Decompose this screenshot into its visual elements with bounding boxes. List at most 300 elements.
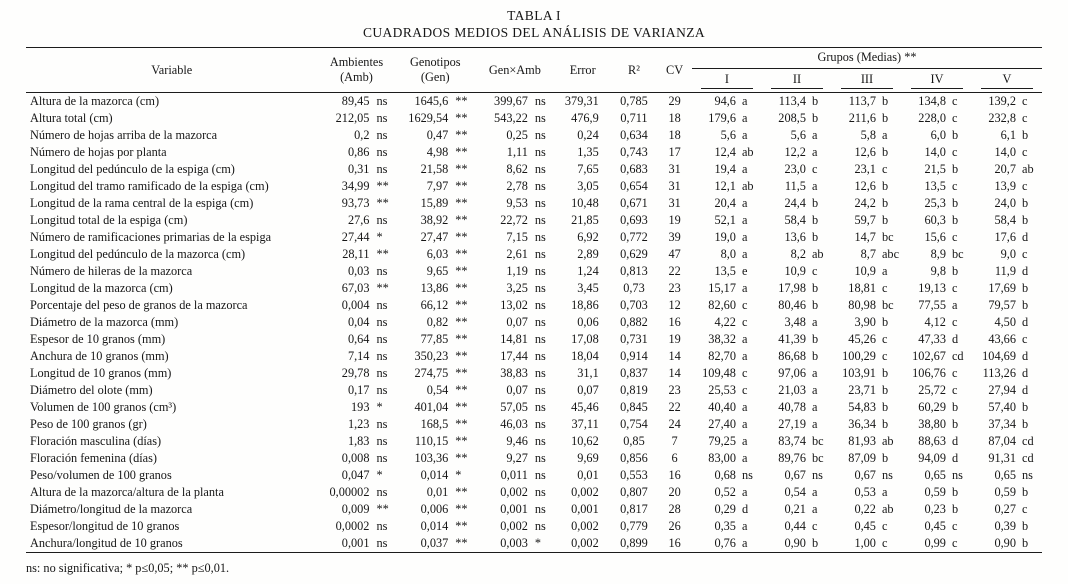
group-cell-ii xyxy=(762,297,832,314)
group-cell-v xyxy=(972,246,1042,263)
col-header-r2: R² xyxy=(628,62,640,77)
cv-cell: 20 xyxy=(668,485,681,499)
group-mean-value: 8,0 xyxy=(720,247,736,261)
group-letter: c xyxy=(741,383,748,397)
group-cell-ii xyxy=(762,314,832,331)
group-mean-value: 0,52 xyxy=(714,485,736,499)
group-cell-v xyxy=(972,144,1042,161)
group-cell-ii xyxy=(762,518,832,535)
group-letter: c xyxy=(951,179,958,193)
group-letter: b xyxy=(951,417,959,431)
variable-cell: Porcentaje del peso de granos de la mazorca xyxy=(30,298,248,312)
group-letter: a xyxy=(741,434,748,448)
mean-square-value: 17,44 xyxy=(500,349,528,363)
table-row xyxy=(26,450,1042,467)
group-cell-v xyxy=(972,161,1042,178)
group-letter: a xyxy=(741,400,748,414)
table-row xyxy=(26,297,1042,314)
mean-square-value: 27,47 xyxy=(420,230,449,244)
group-letter: d xyxy=(1021,383,1029,397)
significance-marker: * xyxy=(534,536,542,550)
group-letter: b xyxy=(1021,519,1029,533)
mean-square-value: 0,2 xyxy=(354,128,370,142)
mean-square-value: 2,61 xyxy=(506,247,528,261)
group-cell-iv xyxy=(902,484,972,501)
significance-marker: ns xyxy=(534,366,546,380)
group-cell-iii xyxy=(832,450,902,467)
group-cell-iii xyxy=(832,246,902,263)
group-letter: c xyxy=(881,332,888,346)
group-mean-value: 41,39 xyxy=(778,332,806,346)
group-mean-value: 3,90 xyxy=(854,315,876,329)
group-cell-v xyxy=(972,331,1042,348)
group-mean-value: 81,93 xyxy=(848,434,876,448)
r2-cell: 0,629 xyxy=(620,247,648,261)
group-cell-iv xyxy=(902,501,972,518)
group-letter: a xyxy=(741,196,748,210)
significance-marker: ns xyxy=(376,434,388,448)
group-mean-value: 27,19 xyxy=(778,417,806,431)
group-cell-v xyxy=(972,365,1042,382)
mean-square-value: 168,5 xyxy=(420,417,449,431)
group-letter: ab xyxy=(741,179,754,193)
mean-square-value: 0,003 xyxy=(500,536,528,550)
group-mean-value: 113,26 xyxy=(982,366,1016,380)
group-cell-iv xyxy=(902,263,972,280)
group-mean-value: 0,45 xyxy=(924,519,946,533)
group-letter: c xyxy=(741,315,748,329)
group-letter: a xyxy=(741,417,748,431)
ambientes-cell xyxy=(317,484,395,501)
group-mean-value: 36,34 xyxy=(848,417,876,431)
table-row xyxy=(26,229,1042,246)
group-mean-value: 15,17 xyxy=(708,281,736,295)
table-row xyxy=(26,501,1042,518)
group-mean-value: 13,5 xyxy=(714,264,736,278)
group-mean-value: 17,98 xyxy=(778,281,806,295)
col-header-cv: CV xyxy=(666,62,684,77)
mean-square-value: 29,78 xyxy=(341,366,370,380)
group-mean-value: 19,4 xyxy=(714,162,736,176)
ambientes-cell xyxy=(317,314,395,331)
group-letter: a xyxy=(811,145,818,159)
group-letter: c xyxy=(881,349,888,363)
group-letter: a xyxy=(881,485,888,499)
group-mean-value: 58,4 xyxy=(994,213,1016,227)
variable-cell: Floración femenina (días) xyxy=(30,451,158,465)
group-letter: a xyxy=(951,298,958,312)
group-letter: b xyxy=(881,111,889,125)
group-mean-value: 23,0 xyxy=(784,162,806,176)
group-mean-value: 11,5 xyxy=(784,179,806,193)
genxamb-cell xyxy=(475,365,555,382)
significance-marker: ns xyxy=(534,128,546,142)
error-cell: 10,48 xyxy=(571,196,599,210)
group-mean-value: 208,5 xyxy=(778,111,806,125)
group-cell-ii xyxy=(762,229,832,246)
group-cell-v xyxy=(972,535,1042,553)
significance-marker: * xyxy=(376,400,383,414)
mean-square-value: 9,53 xyxy=(506,196,528,210)
group-iii-label: III xyxy=(841,72,893,89)
r2-cell: 0,743 xyxy=(620,145,648,159)
mean-square-value: 22,72 xyxy=(500,213,528,227)
group-cell-iv xyxy=(902,314,972,331)
r2-cell: 0,772 xyxy=(620,230,648,244)
genotipos-cell xyxy=(395,297,475,314)
header-genotipos-line1: Genotipos xyxy=(409,55,461,69)
cv-cell: 17 xyxy=(668,145,681,159)
genotipos-cell xyxy=(395,535,475,553)
group-mean-value: 77,55 xyxy=(918,298,946,312)
genxamb-cell xyxy=(475,433,555,450)
group-letter: a xyxy=(741,536,748,550)
table-row xyxy=(26,382,1042,399)
group-letter: b xyxy=(951,128,959,142)
mean-square-value: 38,83 xyxy=(500,366,528,380)
col-header-group-iii xyxy=(832,69,902,93)
mean-square-value: 543,22 xyxy=(494,111,528,125)
group-mean-value: 20,4 xyxy=(714,196,736,210)
mean-square-value: 66,12 xyxy=(420,298,449,312)
group-cell-ii xyxy=(762,212,832,229)
genxamb-cell xyxy=(475,314,555,331)
group-mean-value: 27,94 xyxy=(988,383,1016,397)
group-cell-iv xyxy=(902,93,972,111)
error-cell: 6,92 xyxy=(577,230,599,244)
group-mean-value: 45,26 xyxy=(848,332,876,346)
group-letter: a xyxy=(811,502,818,516)
group-letter: a xyxy=(811,383,818,397)
group-cell-iii xyxy=(832,467,902,484)
group-mean-value: 25,3 xyxy=(924,196,946,210)
group-letter: b xyxy=(881,213,889,227)
group-mean-value: 0,65 xyxy=(994,468,1016,482)
group-cell-iv xyxy=(902,246,972,263)
variable-cell: Anchura de 10 granos (mm) xyxy=(30,349,169,363)
significance-marker: ns xyxy=(534,434,546,448)
error-cell: 7,65 xyxy=(577,162,599,176)
r2-cell: 0,779 xyxy=(620,519,648,533)
cv-cell: 7 xyxy=(671,434,678,448)
mean-square-value: 34,99 xyxy=(341,179,370,193)
mean-square-value: 15,89 xyxy=(420,196,449,210)
group-letter: bc xyxy=(951,247,964,261)
group-letter: a xyxy=(741,332,748,346)
mean-square-value: 0,0002 xyxy=(335,519,370,533)
significance-marker: ns xyxy=(534,162,546,176)
mean-square-value: 0,03 xyxy=(347,264,370,278)
group-mean-value: 179,6 xyxy=(708,111,736,125)
group-letter: b xyxy=(881,451,889,465)
group-cell-iv xyxy=(902,433,972,450)
group-mean-value: 113,4 xyxy=(778,94,806,108)
significance-marker: ** xyxy=(455,366,468,380)
r2-cell: 0,73 xyxy=(623,281,645,295)
variable-cell: Diámetro/longitud de la mazorca xyxy=(30,502,193,516)
genxamb-cell xyxy=(475,501,555,518)
group-cell-v xyxy=(972,467,1042,484)
group-cell-v xyxy=(972,127,1042,144)
significance-marker: * xyxy=(376,468,383,482)
group-letter: b xyxy=(1021,128,1029,142)
table-caption: CUADRADOS MEDIOS DEL ANÁLISIS DE VARIANZA xyxy=(362,25,706,40)
r2-cell: 0,845 xyxy=(620,400,648,414)
genotipos-cell xyxy=(395,246,475,263)
significance-marker: ns xyxy=(534,400,546,414)
group-mean-value: 15,6 xyxy=(924,230,946,244)
mean-square-value: 0,54 xyxy=(426,383,449,397)
group-letter: a xyxy=(881,128,888,142)
group-mean-value: 0,45 xyxy=(854,519,876,533)
r2-cell: 0,819 xyxy=(620,383,648,397)
group-mean-value: 6,1 xyxy=(1000,128,1016,142)
group-mean-value: 0,59 xyxy=(994,485,1016,499)
group-cell-v xyxy=(972,484,1042,501)
mean-square-value: 38,92 xyxy=(420,213,449,227)
group-mean-value: 5,6 xyxy=(720,128,736,142)
group-letter: b xyxy=(811,111,819,125)
table-row xyxy=(26,365,1042,382)
significance-marker: ns xyxy=(376,111,388,125)
group-mean-value: 4,50 xyxy=(994,315,1016,329)
ambientes-cell xyxy=(317,195,395,212)
group-letter: a xyxy=(811,128,818,142)
group-mean-value: 232,8 xyxy=(988,111,1016,125)
table-row xyxy=(26,416,1042,433)
variable-cell: Longitud del pedúnculo de la espiga (cm) xyxy=(30,162,235,176)
group-letter: ns xyxy=(741,468,753,482)
r2-cell: 0,817 xyxy=(620,502,648,516)
group-cell-ii xyxy=(762,348,832,365)
significance-marker: ** xyxy=(455,247,468,261)
r2-cell: 0,654 xyxy=(620,179,648,193)
mean-square-value: 0,037 xyxy=(420,536,449,550)
group-cell-iii xyxy=(832,518,902,535)
ambientes-cell xyxy=(317,212,395,229)
group-i-label: I xyxy=(701,72,753,89)
group-letter: c xyxy=(1021,247,1028,261)
genxamb-cell xyxy=(475,297,555,314)
col-header-error: Error xyxy=(569,62,596,77)
table-row xyxy=(26,93,1042,111)
group-mean-value: 0,68 xyxy=(714,468,736,482)
group-cell-iii xyxy=(832,416,902,433)
group-mean-value: 4,22 xyxy=(714,315,736,329)
header-row-main xyxy=(26,48,1042,69)
variable-cell: Anchura/longitud de 10 granos xyxy=(30,536,183,550)
significance-marker: ns xyxy=(376,519,388,533)
group-cell-v xyxy=(972,110,1042,127)
group-letter: d xyxy=(951,332,959,346)
group-cell-iv xyxy=(902,450,972,467)
variable-cell: Peso de 100 granos (gr) xyxy=(30,417,147,431)
group-cell-iii xyxy=(832,161,902,178)
significance-marker: ns xyxy=(534,196,546,210)
group-cell-i xyxy=(692,161,762,178)
genotipos-cell xyxy=(395,110,475,127)
group-mean-value: 57,40 xyxy=(988,400,1016,414)
group-mean-value: 12,2 xyxy=(784,145,806,159)
cv-cell: 26 xyxy=(668,519,681,533)
table-row xyxy=(26,399,1042,416)
group-mean-value: 10,9 xyxy=(784,264,806,278)
group-mean-value: 13,9 xyxy=(994,179,1016,193)
cv-cell: 24 xyxy=(668,417,681,431)
group-cell-i xyxy=(692,178,762,195)
error-cell: 1,35 xyxy=(577,145,599,159)
mean-square-value: 0,011 xyxy=(500,468,528,482)
ambientes-cell xyxy=(317,501,395,518)
genotipos-cell xyxy=(395,93,475,111)
significance-marker: ** xyxy=(376,196,389,210)
col-header-genotipos xyxy=(395,48,475,93)
group-mean-value: 27,40 xyxy=(708,417,736,431)
group-mean-value: 21,03 xyxy=(778,383,806,397)
genxamb-cell xyxy=(475,127,555,144)
group-mean-value: 17,69 xyxy=(988,281,1016,295)
group-letter: b xyxy=(1021,213,1029,227)
significance-marker: ns xyxy=(534,502,546,516)
group-letter: b xyxy=(1021,485,1029,499)
group-letter: a xyxy=(811,315,818,329)
table-row xyxy=(26,280,1042,297)
ambientes-cell xyxy=(317,450,395,467)
error-cell: 18,04 xyxy=(571,349,599,363)
mean-square-value: 0,25 xyxy=(506,128,528,142)
group-letter: c xyxy=(951,281,958,295)
group-cell-i xyxy=(692,331,762,348)
significance-marker: ns xyxy=(376,94,388,108)
mean-square-value: 7,14 xyxy=(347,349,370,363)
group-mean-value: 106,76 xyxy=(912,366,946,380)
group-letter: a xyxy=(741,281,748,295)
group-mean-value: 0,23 xyxy=(924,502,946,516)
group-cell-ii xyxy=(762,263,832,280)
mean-square-value: 4,98 xyxy=(426,145,449,159)
significance-marker: ns xyxy=(376,332,388,346)
cv-cell: 39 xyxy=(668,230,681,244)
group-mean-value: 0,21 xyxy=(784,502,806,516)
group-letter: b xyxy=(811,281,819,295)
genxamb-cell xyxy=(475,450,555,467)
significance-marker: ns xyxy=(376,366,388,380)
genotipos-cell xyxy=(395,433,475,450)
group-letter: b xyxy=(881,315,889,329)
group-letter: d xyxy=(1021,366,1029,380)
group-cell-v xyxy=(972,229,1042,246)
col-header-grupos: Grupos (Medias) ** xyxy=(692,48,1042,69)
genxamb-cell xyxy=(475,161,555,178)
error-cell: 0,06 xyxy=(577,315,599,329)
table-row xyxy=(26,195,1042,212)
genotipos-cell xyxy=(395,195,475,212)
mean-square-value: 8,62 xyxy=(506,162,528,176)
cv-cell: 12 xyxy=(668,298,681,312)
group-cell-iv xyxy=(902,365,972,382)
group-cell-ii xyxy=(762,110,832,127)
group-letter: a xyxy=(811,485,818,499)
group-letter: b xyxy=(881,383,889,397)
group-mean-value: 9,0 xyxy=(1000,247,1016,261)
group-letter: a xyxy=(741,230,748,244)
group-mean-value: 59,7 xyxy=(854,213,876,227)
group-letter: d xyxy=(1021,230,1029,244)
variable-cell: Número de hojas arriba de la mazorca xyxy=(30,128,218,142)
group-mean-value: 94,09 xyxy=(918,451,946,465)
mean-square-value: 2,78 xyxy=(506,179,528,193)
group-mean-value: 12,6 xyxy=(854,145,876,159)
header-ambientes-line1: Ambientes xyxy=(329,55,384,69)
group-letter: d xyxy=(1021,349,1029,363)
group-letter: b xyxy=(881,400,889,414)
group-mean-value: 1,00 xyxy=(854,536,876,550)
error-cell: 2,89 xyxy=(577,247,599,261)
group-mean-value: 0,44 xyxy=(784,519,806,533)
group-letter: c xyxy=(1021,332,1028,346)
col-header-ambientes xyxy=(317,48,395,93)
mean-square-value: 193 xyxy=(351,400,370,414)
group-mean-value: 83,74 xyxy=(778,434,806,448)
ambientes-cell xyxy=(317,246,395,263)
anova-table xyxy=(26,47,1042,553)
mean-square-value: 0,009 xyxy=(341,502,370,516)
group-cell-iv xyxy=(902,161,972,178)
group-letter: c xyxy=(881,519,888,533)
group-cell-iii xyxy=(832,535,902,553)
group-mean-value: 0,59 xyxy=(924,485,946,499)
table-title-block xyxy=(26,7,1042,41)
significance-marker: ** xyxy=(376,247,389,261)
table-row xyxy=(26,433,1042,450)
cv-cell: 19 xyxy=(668,332,681,346)
genotipos-cell xyxy=(395,178,475,195)
error-cell: 0,002 xyxy=(571,519,599,533)
significance-marker: ns xyxy=(376,451,388,465)
mean-square-value: 0,47 xyxy=(426,128,449,142)
group-cell-i xyxy=(692,365,762,382)
cv-cell: 29 xyxy=(668,94,681,108)
group-cell-i xyxy=(692,450,762,467)
mean-square-value: 0,008 xyxy=(341,451,370,465)
group-cell-i xyxy=(692,416,762,433)
group-letter: b xyxy=(811,298,819,312)
group-cell-ii xyxy=(762,382,832,399)
group-letter: abc xyxy=(881,247,900,261)
r2-cell: 0,837 xyxy=(620,366,648,380)
group-cell-ii xyxy=(762,433,832,450)
table-header xyxy=(26,48,1042,93)
r2-cell: 0,731 xyxy=(620,332,648,346)
r2-cell: 0,754 xyxy=(620,417,648,431)
significance-marker: ns xyxy=(376,264,388,278)
group-letter: c xyxy=(881,281,888,295)
table-row xyxy=(26,518,1042,535)
genxamb-cell xyxy=(475,144,555,161)
group-mean-value: 5,8 xyxy=(860,128,876,142)
group-letter: c xyxy=(881,536,888,550)
genotipos-cell xyxy=(395,416,475,433)
group-cell-i xyxy=(692,195,762,212)
variable-cell: Longitud del pedúnculo de la mazorca (cm) xyxy=(30,247,246,261)
mean-square-value: 0,014 xyxy=(420,468,449,482)
error-cell: 45,46 xyxy=(571,400,599,414)
group-cell-i xyxy=(692,212,762,229)
group-letter: c xyxy=(951,536,958,550)
group-cell-iii xyxy=(832,314,902,331)
genxamb-cell xyxy=(475,382,555,399)
group-cell-ii xyxy=(762,535,832,553)
